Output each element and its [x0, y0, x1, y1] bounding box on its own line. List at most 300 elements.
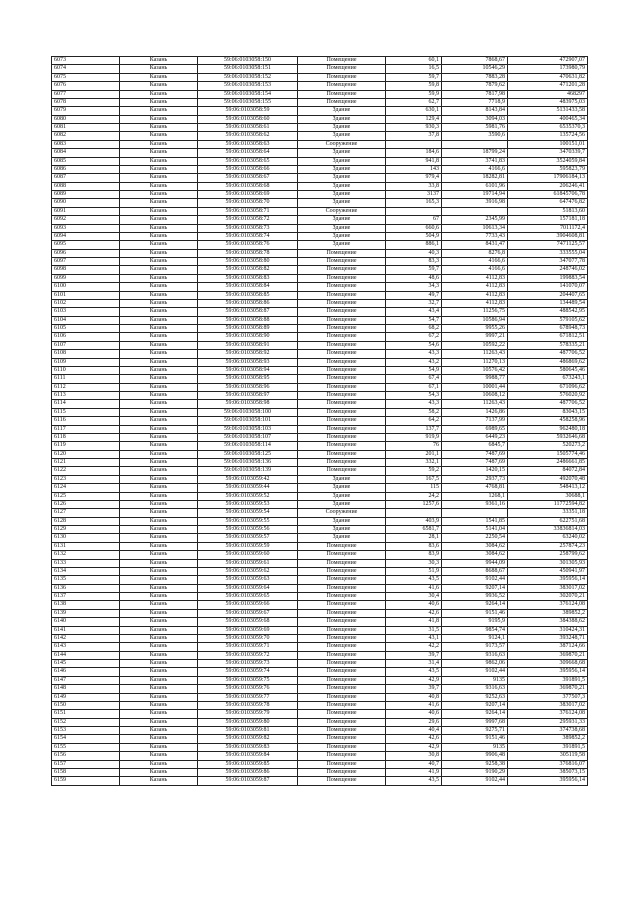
cadastral-number-cell: 59:06:0103058:85: [198, 291, 298, 299]
rate-cell: 9135: [442, 743, 508, 751]
cadastral-value-cell: 51813,60: [508, 207, 588, 215]
rate-cell: 9190,29: [442, 768, 508, 776]
table-row: [52, 157, 588, 165]
rate-cell: 6101,96: [442, 182, 508, 190]
row-number: 6109: [52, 358, 120, 366]
table-row: [52, 375, 588, 383]
object-type-cell: Помещение: [298, 266, 386, 274]
area-cell: 60,1: [386, 57, 442, 65]
object-type-cell: Здание: [298, 124, 386, 132]
area-cell: 33,8: [386, 182, 442, 190]
table-row: [52, 308, 588, 316]
table-row: [52, 768, 588, 776]
row-number: 6119: [52, 442, 120, 450]
object-type-cell: Здание: [298, 224, 386, 232]
area-cell: 660,6: [386, 224, 442, 232]
cadastral-number-cell: 59:06:0103058:103: [198, 425, 298, 433]
area-cell: 31,4: [386, 660, 442, 668]
rate-cell: 9936,52: [442, 593, 508, 601]
cadastral-number-cell: 59:06:0103058:136: [198, 459, 298, 467]
table-row: [52, 752, 588, 760]
cadastral-value-cell: 671096,62: [508, 383, 588, 391]
cadastral-number-cell: 59:06:0103058:66: [198, 165, 298, 173]
row-number: 6117: [52, 425, 120, 433]
city-cell: Казань: [120, 517, 198, 525]
city-cell: Казань: [120, 224, 198, 232]
city-cell: Казань: [120, 132, 198, 140]
table-row: [52, 601, 588, 609]
rate-cell: 9955,26: [442, 325, 508, 333]
table-row: [52, 57, 588, 65]
rate-cell: 7487,69: [442, 459, 508, 467]
cadastral-value-cell: 389852,2: [508, 609, 588, 617]
area-cell: 24,2: [386, 492, 442, 500]
table-row: [52, 350, 588, 358]
table-row: [52, 643, 588, 651]
cadastral-value-cell: 333555,04: [508, 249, 588, 257]
row-number: 6138: [52, 601, 120, 609]
city-cell: Казань: [120, 140, 198, 148]
row-number: 6156: [52, 752, 120, 760]
area-cell: 165,3: [386, 199, 442, 207]
cadastral-value-cell: 391891,5: [508, 676, 588, 684]
rate-cell: 9997,21: [442, 333, 508, 341]
cadastral-number-cell: 59:06:0103059:63: [198, 576, 298, 584]
table-row: [52, 408, 588, 416]
city-cell: Казань: [120, 685, 198, 693]
cadastral-value-cell: 487706,52: [508, 350, 588, 358]
object-type-cell: Помещение: [298, 249, 386, 257]
table-row: [52, 249, 588, 257]
rate-cell: [442, 207, 508, 215]
object-type-cell: Помещение: [298, 643, 386, 651]
row-number: 6144: [52, 651, 120, 659]
object-type-cell: Помещение: [298, 542, 386, 550]
table-row: [52, 341, 588, 349]
cadastral-number-cell: 59:06:0103058:96: [198, 383, 298, 391]
cadastral-number-cell: 59:06:0103059:70: [198, 634, 298, 642]
table-row: [52, 693, 588, 701]
rate-cell: 4112,83: [442, 274, 508, 282]
city-cell: Казань: [120, 400, 198, 408]
cadastral-number-cell: 59:06:0103058:78: [198, 249, 298, 257]
city-cell: Казань: [120, 98, 198, 106]
city-cell: Казань: [120, 383, 198, 391]
area-cell: 51,9: [386, 567, 442, 575]
cadastral-value-cell: 134489,54: [508, 299, 588, 307]
row-number: 6073: [52, 57, 120, 65]
rate-cell: 3741,83: [442, 157, 508, 165]
cadastral-value-cell: 385073,15: [508, 768, 588, 776]
cadastral-value-cell: 7011172,4: [508, 224, 588, 232]
rate-cell: 9316,63: [442, 651, 508, 659]
table-row: [52, 132, 588, 140]
cadastral-number-cell: 59:06:0103059:59: [198, 542, 298, 550]
cadastral-number-cell: 59:06:0103059:79: [198, 710, 298, 718]
table-row: [52, 459, 588, 467]
cadastral-number-cell: 59:06:0103059:71: [198, 643, 298, 651]
cadastral-value-cell: 374738,68: [508, 727, 588, 735]
city-cell: Казань: [120, 291, 198, 299]
city-cell: Казань: [120, 266, 198, 274]
rate-cell: 9207,14: [442, 701, 508, 709]
rate-cell: 1268,1: [442, 492, 508, 500]
rate-cell: 11270,13: [442, 358, 508, 366]
rate-cell: 9944,09: [442, 559, 508, 567]
table-row: [52, 241, 588, 249]
city-cell: Казань: [120, 484, 198, 492]
cadastral-number-cell: 59:06:0103058:61: [198, 124, 298, 132]
object-type-cell: Здание: [298, 517, 386, 525]
object-type-cell: Здание: [298, 241, 386, 249]
table-row: [52, 743, 588, 751]
rate-cell: 1426,86: [442, 408, 508, 416]
rate-cell: 9361,16: [442, 500, 508, 508]
cadastral-number-cell: 59:06:0103058:72: [198, 216, 298, 224]
cadastral-number-cell: 59:06:0103058:94: [198, 366, 298, 374]
cadastral-value-cell: 383017,02: [508, 701, 588, 709]
cadastral-number-cell: 59:06:0103059:73: [198, 660, 298, 668]
cadastral-value-cell: 100151,01: [508, 140, 588, 148]
row-number: 6136: [52, 584, 120, 592]
city-cell: Казань: [120, 82, 198, 90]
cadastral-value-cell: 678948,73: [508, 325, 588, 333]
cadastral-number-cell: 59:06:0103058:97: [198, 392, 298, 400]
row-number: 6087: [52, 174, 120, 182]
object-type-cell: Помещение: [298, 375, 386, 383]
cadastral-number-cell: 59:06:0103059:57: [198, 534, 298, 542]
cadastral-number-cell: 59:06:0103059:78: [198, 701, 298, 709]
object-type-cell: Помещение: [298, 760, 386, 768]
city-cell: Казань: [120, 174, 198, 182]
object-type-cell: Помещение: [298, 433, 386, 441]
area-cell: [386, 509, 442, 517]
table-row: [52, 274, 588, 282]
cadastral-value-cell: 377507,3: [508, 693, 588, 701]
row-number: 6143: [52, 643, 120, 651]
area-cell: 43,2: [386, 358, 442, 366]
table-row: [52, 165, 588, 173]
table-row: [52, 316, 588, 324]
cadastral-number-cell: 59:06:0103059:69: [198, 626, 298, 634]
object-type-cell: Помещение: [298, 651, 386, 659]
object-type-cell: Помещение: [298, 584, 386, 592]
object-type-cell: Здание: [298, 199, 386, 207]
table-row: [52, 718, 588, 726]
row-number: 6153: [52, 727, 120, 735]
rate-cell: 9151,46: [442, 735, 508, 743]
city-cell: Казань: [120, 442, 198, 450]
city-cell: Казань: [120, 735, 198, 743]
cadastral-value-cell: 578335,21: [508, 341, 588, 349]
row-number: 6084: [52, 149, 120, 157]
row-number: 6102: [52, 299, 120, 307]
city-cell: Казань: [120, 492, 198, 500]
table-row: [52, 517, 588, 525]
table-row: [52, 727, 588, 735]
row-number: 6113: [52, 392, 120, 400]
row-number: 6146: [52, 668, 120, 676]
cadastral-number-cell: 59:06:0103058:100: [198, 408, 298, 416]
row-number: 6121: [52, 459, 120, 467]
cadastral-number-cell: 59:06:0103058:65: [198, 157, 298, 165]
cadastral-number-cell: 59:06:0103059:84: [198, 752, 298, 760]
cadastral-number-cell: 59:06:0103058:62: [198, 132, 298, 140]
city-cell: Казань: [120, 90, 198, 98]
object-type-cell: Помещение: [298, 408, 386, 416]
area-cell: 67: [386, 216, 442, 224]
area-cell: 62,7: [386, 98, 442, 106]
cadastral-value-cell: 384388,62: [508, 618, 588, 626]
city-cell: Казань: [120, 157, 198, 165]
cadastral-value-cell: 595823,79: [508, 165, 588, 173]
city-cell: Казань: [120, 660, 198, 668]
city-cell: Казань: [120, 718, 198, 726]
cadastral-value-cell: 30688,1: [508, 492, 588, 500]
row-number: 6092: [52, 216, 120, 224]
row-number: 6148: [52, 685, 120, 693]
area-cell: 54,9: [386, 366, 442, 374]
rate-cell: 11256,75: [442, 308, 508, 316]
area-cell: 58,2: [386, 408, 442, 416]
rate-cell: 18282,81: [442, 174, 508, 182]
object-type-cell: Помещение: [298, 576, 386, 584]
cadastral-value-cell: 305119,58: [508, 752, 588, 760]
rate-cell: 6449,23: [442, 433, 508, 441]
cadastral-number-cell: 59:06:0103058:84: [198, 283, 298, 291]
object-type-cell: Помещение: [298, 467, 386, 475]
object-type-cell: Здание: [298, 157, 386, 165]
object-type-cell: Здание: [298, 526, 386, 534]
object-type-cell: Помещение: [298, 668, 386, 676]
cadastral-number-cell: 59:06:0103058:88: [198, 316, 298, 324]
cadastral-number-cell: 59:06:0103059:55: [198, 517, 298, 525]
area-cell: 59,8: [386, 82, 442, 90]
rate-cell: 10586,94: [442, 316, 508, 324]
area-cell: 42,9: [386, 676, 442, 684]
row-number: 6076: [52, 82, 120, 90]
rate-cell: 9102,44: [442, 668, 508, 676]
rate-cell: [442, 509, 508, 517]
area-cell: 59,9: [386, 90, 442, 98]
cadastral-value-cell: 309668,68: [508, 660, 588, 668]
city-cell: Казань: [120, 593, 198, 601]
table-row: [52, 475, 588, 483]
rate-cell: 10001,44: [442, 383, 508, 391]
cadastral-number-cell: 59:06:0103058:83: [198, 274, 298, 282]
rate-cell: 7718,9: [442, 98, 508, 106]
area-cell: 979,4: [386, 174, 442, 182]
object-type-cell: Помещение: [298, 82, 386, 90]
object-type-cell: Помещение: [298, 98, 386, 106]
row-number: 6141: [52, 626, 120, 634]
cadastral-value-cell: 61845706,78: [508, 191, 588, 199]
table-row: [52, 115, 588, 123]
row-number: 6158: [52, 768, 120, 776]
object-type-cell: Здание: [298, 475, 386, 483]
cadastral-value-cell: 376816,07: [508, 760, 588, 768]
city-cell: Казань: [120, 199, 198, 207]
cadastral-value-cell: 400465,34: [508, 115, 588, 123]
object-type-cell: Здание: [298, 115, 386, 123]
row-number: 6128: [52, 517, 120, 525]
object-type-cell: Помещение: [298, 358, 386, 366]
cadastral-number-cell: 59:06:0103059:80: [198, 718, 298, 726]
cadastral-number-cell: 59:06:0103058:107: [198, 433, 298, 441]
table-row: [52, 609, 588, 617]
cadastral-value-cell: 647476,82: [508, 199, 588, 207]
row-number: 6150: [52, 701, 120, 709]
cadastral-number-cell: 59:06:0103059:77: [198, 693, 298, 701]
object-type-cell: Здание: [298, 534, 386, 542]
rate-cell: 9135: [442, 676, 508, 684]
rate-cell: 5141,04: [442, 526, 508, 534]
cadastral-value-cell: 576020,92: [508, 392, 588, 400]
table-row: [52, 735, 588, 743]
area-cell: 16,5: [386, 65, 442, 73]
object-type-cell: Здание: [298, 182, 386, 190]
cadastral-number-cell: 59:06:0103059:85: [198, 760, 298, 768]
cadastral-value-cell: 486869,62: [508, 358, 588, 366]
area-cell: 43,3: [386, 350, 442, 358]
cadastral-value-cell: 33836814,03: [508, 526, 588, 534]
cadastral-number-cell: 59:06:0103058:153: [198, 82, 298, 90]
city-cell: Казань: [120, 65, 198, 73]
city-cell: Казань: [120, 693, 198, 701]
area-cell: 83,9: [386, 551, 442, 559]
object-type-cell: Помещение: [298, 291, 386, 299]
object-type-cell: Помещение: [298, 718, 386, 726]
table-row: [52, 90, 588, 98]
rate-cell: [442, 140, 508, 148]
table-row: [52, 325, 588, 333]
area-cell: 49,7: [386, 291, 442, 299]
row-number: 6124: [52, 484, 120, 492]
cadastral-number-cell: 59:06:0103059:44: [198, 484, 298, 492]
cadastral-number-cell: 59:06:0103058:150: [198, 57, 298, 65]
document-page: [51, 56, 587, 786]
cadastral-value-cell: 369870,21: [508, 651, 588, 659]
cadastral-number-cell: 59:06:0103058:151: [198, 65, 298, 73]
row-number: 6093: [52, 224, 120, 232]
rate-cell: 4166,6: [442, 258, 508, 266]
object-type-cell: Здание: [298, 500, 386, 508]
area-cell: 54,6: [386, 341, 442, 349]
cadastral-value-cell: 5131433,58: [508, 107, 588, 115]
city-cell: Казань: [120, 668, 198, 676]
table-row: [52, 182, 588, 190]
cadastral-value-cell: 962480,18: [508, 425, 588, 433]
city-cell: Казань: [120, 710, 198, 718]
row-number: 6107: [52, 341, 120, 349]
table-row: [52, 258, 588, 266]
row-number: 6149: [52, 693, 120, 701]
area-cell: 30,8: [386, 752, 442, 760]
area-cell: 41,6: [386, 584, 442, 592]
row-number: 6115: [52, 408, 120, 416]
cadastral-value-cell: 393248,71: [508, 634, 588, 642]
object-type-cell: Помещение: [298, 450, 386, 458]
object-type-cell: Помещение: [298, 618, 386, 626]
cadastral-value-cell: 468297: [508, 90, 588, 98]
rate-cell: 7868,67: [442, 57, 508, 65]
rate-cell: 1420,15: [442, 467, 508, 475]
area-cell: 43,5: [386, 777, 442, 785]
area-cell: 630,1: [386, 107, 442, 115]
cadastral-value-cell: 157181,18: [508, 216, 588, 224]
row-number: 6133: [52, 559, 120, 567]
cadastral-value-cell: 84072,84: [508, 467, 588, 475]
table-row: [52, 450, 588, 458]
row-number: 6081: [52, 124, 120, 132]
cadastral-number-cell: 59:06:0103059:61: [198, 559, 298, 567]
city-cell: Казань: [120, 392, 198, 400]
row-number: 6094: [52, 232, 120, 240]
row-number: 6114: [52, 400, 120, 408]
object-type-cell: Помещение: [298, 727, 386, 735]
cadastral-number-cell: 59:06:0103059:53: [198, 500, 298, 508]
city-cell: Казань: [120, 149, 198, 157]
object-type-cell: Здание: [298, 165, 386, 173]
row-number: 6131: [52, 542, 120, 550]
row-number: 6090: [52, 199, 120, 207]
city-cell: Казань: [120, 542, 198, 550]
object-type-cell: Здание: [298, 107, 386, 115]
city-cell: Казань: [120, 232, 198, 240]
area-cell: 48,6: [386, 274, 442, 282]
cadastral-value-cell: 17906184,13: [508, 174, 588, 182]
table-row: [52, 107, 588, 115]
cadastral-value-cell: 199883,54: [508, 274, 588, 282]
object-type-cell: Помещение: [298, 283, 386, 291]
area-cell: 129,4: [386, 115, 442, 123]
row-number: 6088: [52, 182, 120, 190]
rate-cell: 5981,76: [442, 124, 508, 132]
city-cell: Казань: [120, 408, 198, 416]
table-row: [52, 140, 588, 148]
rate-cell: 7879,62: [442, 82, 508, 90]
object-type-cell: Помещение: [298, 676, 386, 684]
table-row: [52, 526, 588, 534]
cadastral-value-cell: 295931,33: [508, 718, 588, 726]
rate-cell: 9207,14: [442, 584, 508, 592]
row-number: 6154: [52, 735, 120, 743]
table-row: [52, 333, 588, 341]
object-type-cell: Помещение: [298, 735, 386, 743]
cadastral-value-cell: 2486661,85: [508, 459, 588, 467]
table-row: [52, 567, 588, 575]
city-cell: Казань: [120, 258, 198, 266]
object-type-cell: Помещение: [298, 350, 386, 358]
cadastral-value-cell: 7471125,57: [508, 241, 588, 249]
property-valuation-table: [51, 56, 588, 786]
area-cell: 43,4: [386, 308, 442, 316]
rate-cell: 9252,63: [442, 693, 508, 701]
cadastral-value-cell: 258799,62: [508, 551, 588, 559]
cadastral-value-cell: 3904608,81: [508, 232, 588, 240]
rate-cell: 9173,57: [442, 643, 508, 651]
area-cell: 68,2: [386, 325, 442, 333]
table-row: [52, 484, 588, 492]
row-number: 6096: [52, 249, 120, 257]
object-type-cell: Помещение: [298, 593, 386, 601]
table-row: [52, 207, 588, 215]
rate-cell: 7137,99: [442, 417, 508, 425]
table-row: [52, 199, 588, 207]
city-cell: Казань: [120, 701, 198, 709]
row-number: 6103: [52, 308, 120, 316]
rate-cell: 10592,22: [442, 341, 508, 349]
